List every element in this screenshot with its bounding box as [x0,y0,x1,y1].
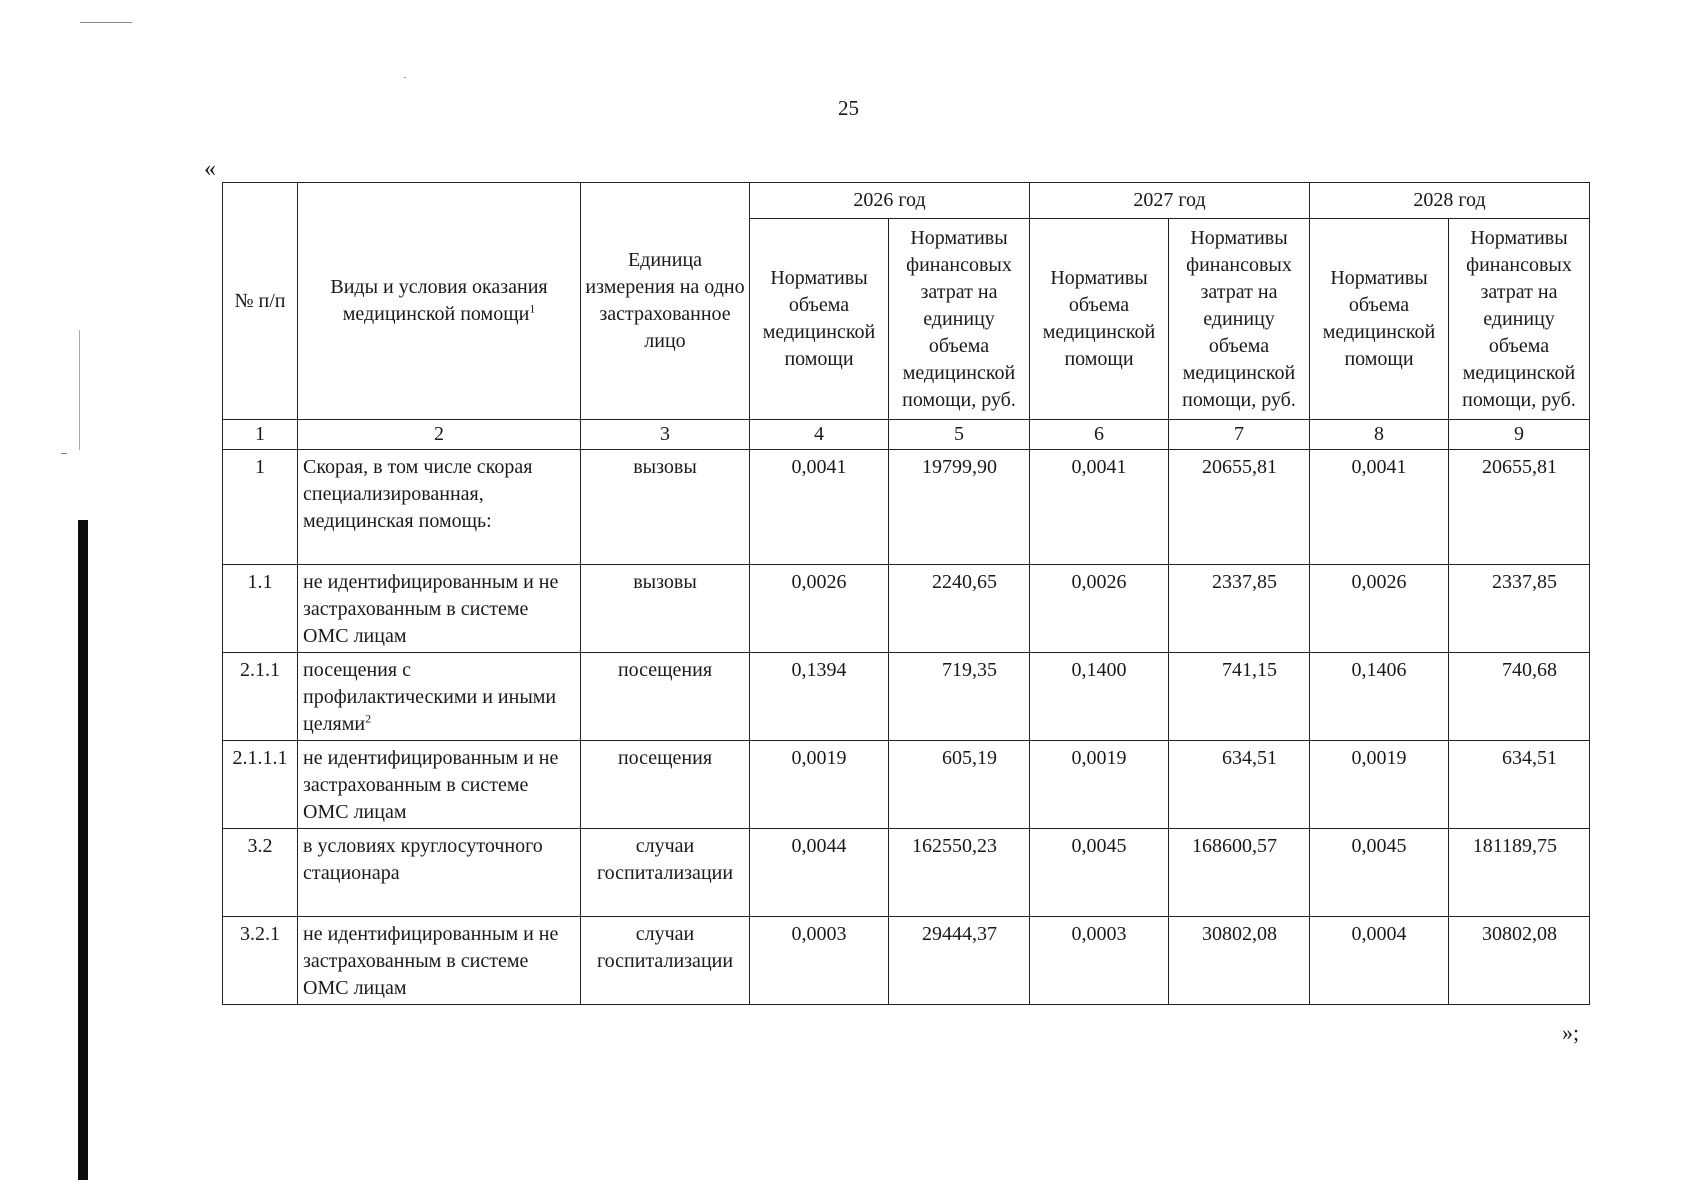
row-number: 2.1.1 [223,653,298,741]
column-number: 9 [1449,420,1590,450]
table-row [223,829,1590,917]
row-volume-2027: 0,0026 [1030,565,1169,653]
row-cost-2026: 29444,37 [889,917,1030,1005]
row-care-type-text: посещения с профилактическими и иными целями [303,659,557,735]
row-cost-2026: 2240,65 [889,565,1030,653]
header-care-type-text: Виды и условия оказания медицинской помощи [330,276,548,325]
header-cost-2028: Нормативы финансовых затрат на единицу объема медицинской помощи, руб. [1449,219,1590,420]
row-cost-2028: 2337,85 [1449,565,1590,653]
row-care-type [298,917,581,1005]
row-unit: случаи госпитализации [581,829,750,917]
row-volume-2028: 0,0026 [1310,565,1449,653]
header-cost-2027: Нормативы финансовых затрат на единицу объема медицинской помощи, руб. [1169,219,1310,420]
row-number: 1.1 [223,565,298,653]
table-row [223,450,1590,565]
opening-quote-mark: « [204,156,216,182]
row-cost-2027: 20655,81 [1169,450,1310,565]
row-volume-2027: 0,0045 [1030,829,1169,917]
column-number: 8 [1310,420,1449,450]
table-row [223,917,1590,1005]
column-number-row [223,420,1590,450]
row-care-type-text: в условиях круглосуточного стационара [303,835,543,884]
row-unit: случаи госпитализации [581,917,750,1005]
row-cost-2027: 2337,85 [1169,565,1310,653]
table-row [223,741,1590,829]
row-cost-2028: 740,68 [1449,653,1590,741]
row-care-type [298,653,581,741]
header-number: № п/п [223,183,298,420]
column-number: 7 [1169,420,1310,450]
row-unit: вызовы [581,565,750,653]
row-cost-2028: 181189,75 [1449,829,1590,917]
row-number: 3.2 [223,829,298,917]
footnote-2-marker: 2 [365,711,372,726]
row-volume-2027: 0,0041 [1030,450,1169,565]
row-volume-2027: 0,0019 [1030,741,1169,829]
row-volume-2026: 0,0041 [750,450,889,565]
footnote-1-marker: 1 [529,301,536,316]
row-cost-2026: 719,35 [889,653,1030,741]
row-volume-2028: 0,0041 [1310,450,1449,565]
row-care-type-text: не идентифицированным и не застрахованным в системе ОМС лицам [303,747,559,823]
row-cost-2027: 741,15 [1169,653,1310,741]
row-volume-2027: 0,0003 [1030,917,1169,1005]
row-cost-2026: 162550,23 [889,829,1030,917]
header-cost-2026: Нормативы финансовых затрат на единицу объема медицинской помощи, руб. [889,219,1030,420]
column-number: 1 [223,420,298,450]
closing-quote-mark: »; [1562,1020,1580,1045]
row-volume-2026: 0,0026 [750,565,889,653]
row-care-type [298,450,581,565]
row-care-type-text: не идентифицированным и не застрахованным в системе ОМС лицам [303,571,559,647]
column-number: 3 [581,420,750,450]
row-volume-2026: 0,0003 [750,917,889,1005]
row-cost-2028: 634,51 [1449,741,1590,829]
row-volume-2028: 0,1406 [1310,653,1449,741]
row-number: 3.2.1 [223,917,298,1005]
scan-binding-shadow [78,520,88,1180]
row-cost-2027: 30802,08 [1169,917,1310,1005]
row-care-type [298,565,581,653]
header-volume-2026: Нормативы объема медицинской помощи [750,219,889,420]
row-volume-2028: 0,0019 [1310,741,1449,829]
row-unit: посещения [581,653,750,741]
row-cost-2026: 19799,90 [889,450,1030,565]
row-cost-2028: 30802,08 [1449,917,1590,1005]
row-volume-2026: 0,1394 [750,653,889,741]
row-volume-2026: 0,0019 [750,741,889,829]
header-volume-2027: Нормативы объема медицинской помощи [1030,219,1169,420]
row-cost-2028: 20655,81 [1449,450,1590,565]
header-year-2026: 2026 год [750,183,1030,219]
row-cost-2027: 634,51 [1169,741,1310,829]
header-year-2028: 2028 год [1310,183,1590,219]
header-year-2027: 2027 год [1030,183,1310,219]
row-number: 2.1.1.1 [223,741,298,829]
row-cost-2027: 168600,57 [1169,829,1310,917]
row-care-type-text: Скорая, в том числе скорая специализированная, медицинская помощь: [303,456,533,532]
row-cost-2026: 605,19 [889,741,1030,829]
column-number: 2 [298,420,581,450]
scan-artifact-dot [404,77,406,78]
row-care-type [298,829,581,917]
row-volume-2026: 0,0044 [750,829,889,917]
table-row [223,565,1590,653]
header-unit: Единица измерения на одно застрахованное лицо [581,183,750,420]
scan-artifact-tick [61,453,67,454]
row-unit: посещения [581,741,750,829]
norms-table [222,182,1590,1005]
scan-artifact-thin-bar [79,330,80,450]
column-number: 5 [889,420,1030,450]
header-volume-2028: Нормативы объема медицинской помощи [1310,219,1449,420]
row-care-type-text: не идентифицированным и не застрахованным в системе ОМС лицам [303,923,559,999]
row-number: 1 [223,450,298,565]
scan-artifact-line [80,22,132,23]
row-volume-2027: 0,1400 [1030,653,1169,741]
column-number: 6 [1030,420,1169,450]
column-number: 4 [750,420,889,450]
row-volume-2028: 0,0045 [1310,829,1449,917]
row-care-type [298,741,581,829]
row-unit: вызовы [581,450,750,565]
table-header-row-years [223,183,1590,219]
row-volume-2028: 0,0004 [1310,917,1449,1005]
table-row [223,653,1590,741]
page-number: 25 [838,96,859,120]
header-care-type [298,183,581,420]
